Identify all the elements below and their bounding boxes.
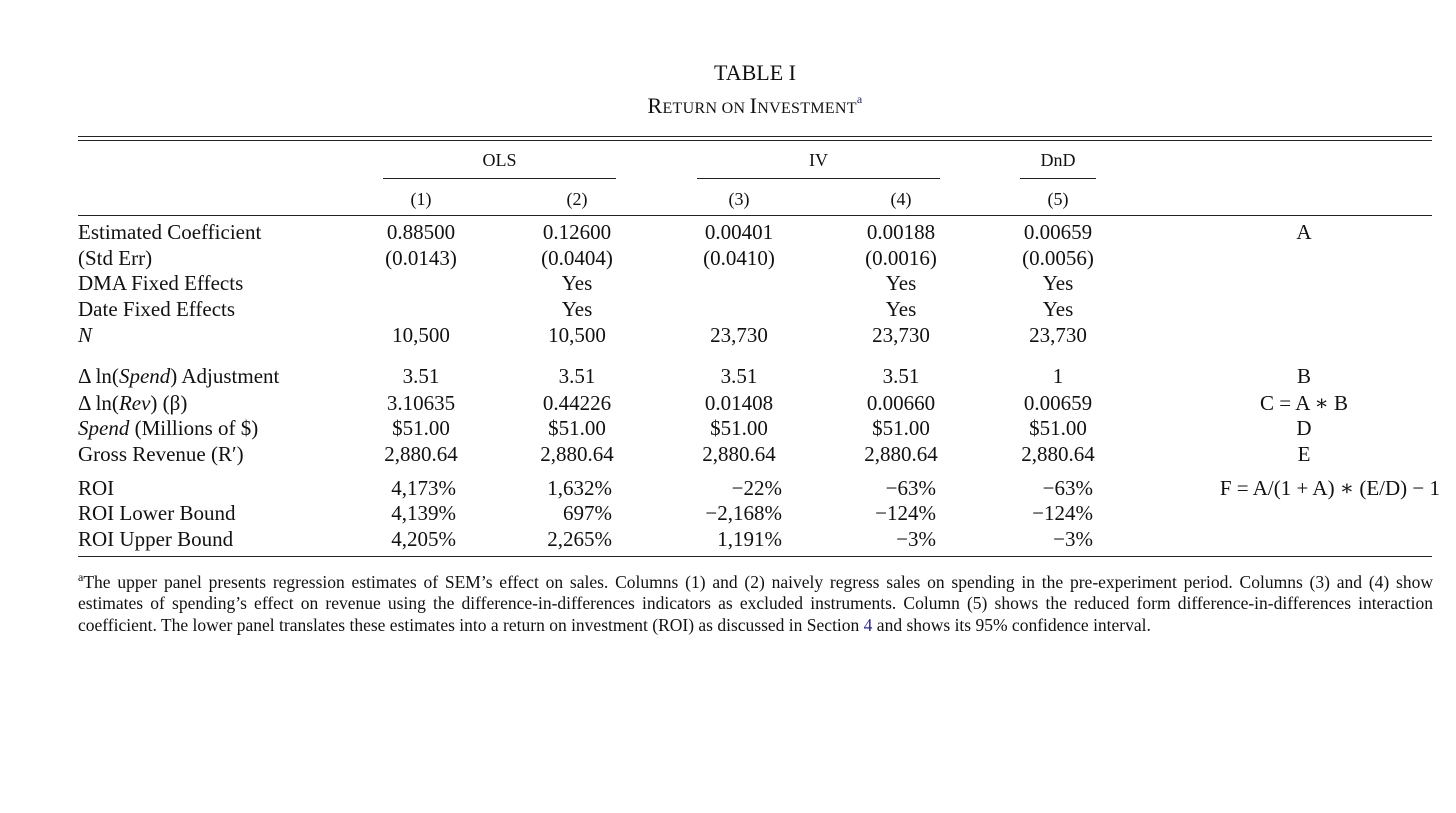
cell: 0.01408	[704, 391, 774, 415]
cell: Yes	[561, 271, 593, 295]
table-subtitle: RETURN ON INVESTMENT$^a$	[647, 91, 863, 118]
column-header: (4)	[890, 189, 912, 209]
table-row	[0, 323, 1456, 349]
cell: (0.0016)	[865, 246, 937, 270]
cell: −63%	[885, 476, 936, 500]
table-row	[0, 364, 1456, 390]
cell: (0.0056)	[1022, 246, 1094, 270]
table-row	[0, 271, 1456, 297]
cell: 2,880.64	[702, 442, 776, 466]
table-row	[0, 220, 1456, 246]
cell: 2,880.64	[384, 442, 458, 466]
cell: $51.00	[710, 416, 768, 440]
cell: 0.88500	[386, 220, 456, 244]
cell: 0.00188	[866, 220, 936, 244]
cell: −22%	[731, 476, 782, 500]
footnote-marker: a	[856, 91, 863, 106]
table-row	[0, 391, 1456, 417]
cell: −124%	[875, 501, 936, 525]
row-label: ROI Lower Bound	[78, 501, 236, 525]
row-label: Δ ln(Rev) (β)	[78, 391, 188, 415]
table-row	[0, 476, 1456, 502]
cell: 10,500	[548, 323, 606, 347]
cell: Yes	[1042, 297, 1074, 321]
cell: (0.0410)	[703, 246, 775, 270]
header-rule	[78, 215, 1432, 216]
cell: Yes	[1042, 271, 1074, 295]
column-header: (3)	[728, 189, 750, 209]
footnote-marker: a	[78, 570, 84, 584]
cell: 4,173%	[391, 476, 456, 500]
formula-cell: B	[1296, 364, 1311, 388]
cell: 1,632%	[547, 476, 612, 500]
top-rule	[78, 136, 1432, 137]
table-row	[0, 297, 1456, 323]
cell: $51.00	[1029, 416, 1087, 440]
cell: −3%	[896, 527, 936, 551]
row-label: (Std Err)	[78, 246, 153, 270]
cell: 0.00659	[1023, 391, 1093, 415]
group-iv-rule	[697, 178, 940, 179]
cell: 23,730	[872, 323, 930, 347]
cell: Yes	[561, 297, 593, 321]
table-footnote: $^a$The upper panel presents regression estimates of SEM’s effect on sales. Columns (1) and (2) naively regress sales on spending in the pre-experiment period. Columns (3) and (4) show estimates of spending’s effect on revenue using the difference-in-differences indicators as excluded instruments. Column (5) shows the reduced form difference-in-differences interaction coefficient. The lower panel translates these estimates into a return on investment (ROI) as discussed in Section 4 and shows its 95% confidence interval.	[78, 570, 1433, 636]
row-label: Date Fixed Effects	[78, 297, 236, 321]
table-title: TABLE I	[714, 60, 796, 85]
row-label: Δ ln(Spend) Adjustment	[78, 364, 280, 388]
top-rule-2	[78, 140, 1432, 141]
table-row	[0, 246, 1456, 272]
cell: Yes	[885, 297, 917, 321]
table-row	[0, 501, 1456, 527]
cell: 4,139%	[391, 501, 456, 525]
row-label: ROI	[78, 476, 115, 500]
cell: −2,168%	[705, 501, 782, 525]
cell: 3.51	[720, 364, 758, 388]
cell: $51.00	[548, 416, 606, 440]
column-header: (1)	[410, 189, 432, 209]
cell: 2,880.64	[1021, 442, 1095, 466]
cell: 0.44226	[542, 391, 612, 415]
cell: (0.0143)	[385, 246, 457, 270]
group-ols-rule	[383, 178, 616, 179]
cell: (0.0404)	[541, 246, 613, 270]
group-dnd: DnD	[1040, 150, 1076, 170]
cell: $51.00	[872, 416, 930, 440]
cell: 2,880.64	[540, 442, 614, 466]
cell: 3.51	[558, 364, 596, 388]
cell: 23,730	[1029, 323, 1087, 347]
formula-cell: F = A/(1 + A) ∗ (E/D) − 1	[1219, 476, 1440, 500]
cell: 0.12600	[542, 220, 612, 244]
group-ols: OLS	[482, 150, 517, 170]
formula-cell: C = A ∗ B	[1260, 391, 1348, 415]
cell: 23,730	[710, 323, 768, 347]
formula-cell: E	[1297, 442, 1311, 466]
table-row	[0, 416, 1456, 442]
cell: 1	[1052, 364, 1064, 388]
bottom-rule	[78, 556, 1432, 557]
column-header: (2)	[566, 189, 588, 209]
section-reference-link[interactable]: 4	[863, 615, 873, 636]
row-label: Estimated Coefficient	[78, 220, 262, 244]
row-label: DMA Fixed Effects	[78, 271, 244, 295]
cell: 2,880.64	[864, 442, 938, 466]
cell: −3%	[1053, 527, 1093, 551]
cell: 697%	[563, 501, 612, 525]
cell: 0.00659	[1023, 220, 1093, 244]
cell: 3.51	[402, 364, 440, 388]
group-iv: IV	[809, 150, 828, 170]
cell: 0.00660	[866, 391, 936, 415]
table-row	[0, 527, 1456, 553]
cell: −124%	[1032, 501, 1093, 525]
cell: 4,205%	[391, 527, 456, 551]
cell: 0.00401	[704, 220, 774, 244]
cell: 3.51	[882, 364, 920, 388]
row-label: N	[78, 323, 93, 347]
cell: 2,265%	[547, 527, 612, 551]
row-label: Spend (Millions of $)	[78, 416, 259, 440]
cell: 1,191%	[717, 527, 782, 551]
cell: Yes	[885, 271, 917, 295]
cell: $51.00	[392, 416, 450, 440]
formula-cell: D	[1296, 416, 1312, 440]
cell: 3.10635	[386, 391, 456, 415]
cell: 10,500	[392, 323, 450, 347]
column-header: (5)	[1047, 189, 1069, 209]
cell: −63%	[1042, 476, 1093, 500]
group-dnd-rule	[1020, 178, 1096, 179]
row-label: Gross Revenue (R′)	[78, 442, 244, 466]
row-label: ROI Upper Bound	[78, 527, 234, 551]
formula-cell: A	[1296, 220, 1312, 244]
table-row	[0, 442, 1456, 468]
